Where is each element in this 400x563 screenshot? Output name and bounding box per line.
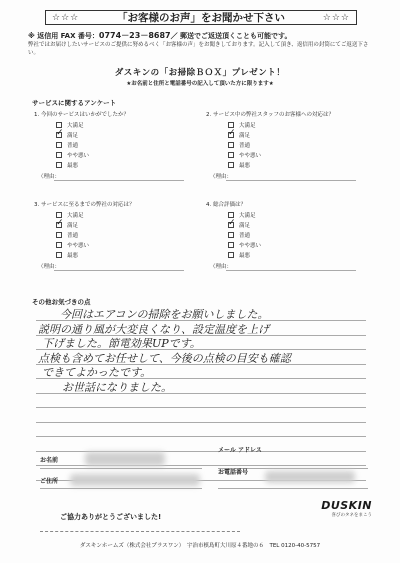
comment-rule-line (36, 407, 366, 408)
reason-underline (54, 270, 184, 271)
checkbox-checked[interactable] (56, 132, 62, 138)
option-label: 最悪 (67, 253, 79, 259)
checkbox-checked[interactable] (56, 222, 62, 228)
question-1-option[interactable] (56, 140, 78, 150)
present-condition: ★お名前と住所と電話番号の記入して頂いた方に限ります★ (126, 81, 274, 87)
question-4-reason: （理由： (210, 264, 233, 270)
checkbox[interactable] (56, 232, 62, 238)
reason-underline (226, 180, 356, 181)
phone-underline (218, 488, 368, 489)
checkbox[interactable] (56, 242, 62, 248)
handwritten-comment-line: 今回はエアコンの掃除をお願いしました。 (60, 308, 269, 321)
header-title-box (45, 10, 357, 25)
checkbox[interactable] (56, 152, 62, 158)
checkbox-checked[interactable] (228, 132, 234, 138)
reason-underline (54, 180, 184, 181)
option-label: 満足 (67, 133, 79, 139)
handwritten-comment-line: 下げました。節電効果UPです。 (42, 337, 201, 350)
thanks-underline (40, 531, 240, 532)
question-1-option[interactable] (56, 160, 78, 170)
question-1-label: 1. 今回のサービスはいかがでしたか？ (34, 112, 129, 118)
comments-heading: その他お気づきの点 (32, 298, 91, 306)
question-2-option[interactable] (228, 130, 250, 140)
checkbox[interactable] (228, 242, 234, 248)
question-3-option[interactable] (56, 240, 89, 250)
question-2-option[interactable] (228, 160, 250, 170)
phone-redacted (265, 471, 355, 483)
present-banner: ダスキンの「お掃除ＢＯＸ」プレゼント！ (114, 68, 286, 78)
page-title: 「お客様のお声」をお聞かせ下さい (117, 12, 285, 24)
fax-line (28, 30, 291, 41)
option-label: 最悪 (67, 163, 79, 169)
option-label: 満足 (239, 133, 251, 139)
question-3-option[interactable] (56, 220, 78, 230)
option-label: やや悪い (67, 153, 90, 159)
option-label: 最悪 (239, 253, 251, 259)
header-stars-left: ☆☆☆ (52, 12, 80, 23)
header-stars-right: ☆☆☆ (322, 12, 350, 23)
comment-rule-line (36, 422, 366, 423)
logo-tagline: 喜びのタネをまこう (331, 513, 372, 518)
question-3-option[interactable] (56, 250, 78, 260)
option-label: やや悪い (239, 153, 262, 159)
footer-company: ダスキンホームズ（株式会社プラスワン） 宇治市槙島町大川原４番地の６ TEL 0120-40-5757 (79, 543, 321, 549)
duskin-logo (321, 499, 372, 518)
reason-underline (226, 270, 356, 271)
fax-number: 0774－23－8687 (98, 31, 171, 40)
question-1-option[interactable] (56, 150, 89, 160)
question-4-label: 4. 総合評価は？ (206, 202, 246, 208)
checkbox[interactable] (56, 252, 62, 258)
comment-rule-line (36, 436, 366, 437)
question-4-option[interactable] (228, 230, 250, 240)
mail-label: メール アドレス (218, 447, 262, 454)
handwritten-comment-line: お世話になりました。 (62, 380, 172, 394)
intro-text: 弊社ではお届けしたいサービスのご提供に努めるべく「お客様の声」をお聞きしております。記入して頂き、返信用の封筒にてご返送下さい。 (28, 42, 369, 56)
option-label: 満足 (67, 223, 79, 229)
question-2-option[interactable] (228, 140, 250, 150)
checkbox[interactable] (228, 142, 234, 148)
question-4-option[interactable] (228, 250, 250, 260)
handwritten-comment-line: 説明の通り風が大変良くなり、設定温度を上げ (38, 322, 269, 336)
address-underline (40, 488, 202, 489)
checkbox[interactable] (56, 142, 62, 148)
handwritten-comment-line: できてよかったです。 (42, 366, 152, 379)
checkbox-checked[interactable] (228, 222, 234, 228)
option-label: 満足 (239, 223, 251, 229)
question-2-option[interactable] (228, 150, 261, 160)
option-label: 普通 (239, 233, 251, 239)
question-3-label: 3. サービスに至るまでの弊社の対応は？ (34, 202, 135, 208)
question-4-option[interactable] (228, 240, 261, 250)
address-label: ご住所 (40, 478, 59, 485)
checkbox[interactable] (228, 162, 234, 168)
checkbox[interactable] (228, 232, 234, 238)
checkbox[interactable] (228, 152, 234, 158)
option-label: 大満足 (239, 213, 256, 219)
option-label: 大満足 (239, 123, 256, 129)
thanks-text: ご協力ありがとうございました! (60, 513, 162, 521)
fax-label: ※ 返信用 FAX 番号： (28, 32, 99, 40)
option-label: 大満足 (67, 123, 84, 129)
option-label: やや悪い (67, 243, 90, 249)
name-underline (40, 468, 202, 469)
fax-note: ／ 郵送でご返送頂くことも可能です。 (170, 32, 292, 40)
survey-heading: サービスに関するアンケート (32, 99, 117, 107)
question-1-option[interactable] (56, 130, 78, 140)
logo-name: DUSKIN (321, 499, 372, 512)
comment-rule-line (36, 465, 366, 466)
checkbox[interactable] (228, 252, 234, 258)
name-label: お名前 (40, 457, 59, 464)
name-redacted (85, 452, 165, 466)
checkbox[interactable] (56, 162, 62, 168)
option-label: 大満足 (67, 213, 84, 219)
question-3-option[interactable] (56, 230, 78, 240)
option-label: 普通 (67, 233, 79, 239)
question-4-option[interactable] (228, 220, 250, 230)
option-label: 最悪 (239, 163, 251, 169)
question-2-reason: （理由： (210, 174, 233, 180)
question-3-reason: （理由： (38, 264, 61, 270)
option-label: 普通 (67, 143, 79, 149)
question-2-label: 2. サービス中の弊社スタッフのお客様への対応は？ (206, 112, 334, 118)
phone-label: お電話番号 (218, 469, 249, 476)
handwritten-comment-line: 点検も含めてお任せして、今後の点検の目安も確認 (38, 351, 291, 365)
address-redacted (70, 474, 200, 486)
comment-rule-line (36, 451, 366, 452)
option-label: やや悪い (239, 243, 262, 249)
question-1-reason: （理由： (38, 174, 61, 180)
option-label: 普通 (239, 143, 251, 149)
